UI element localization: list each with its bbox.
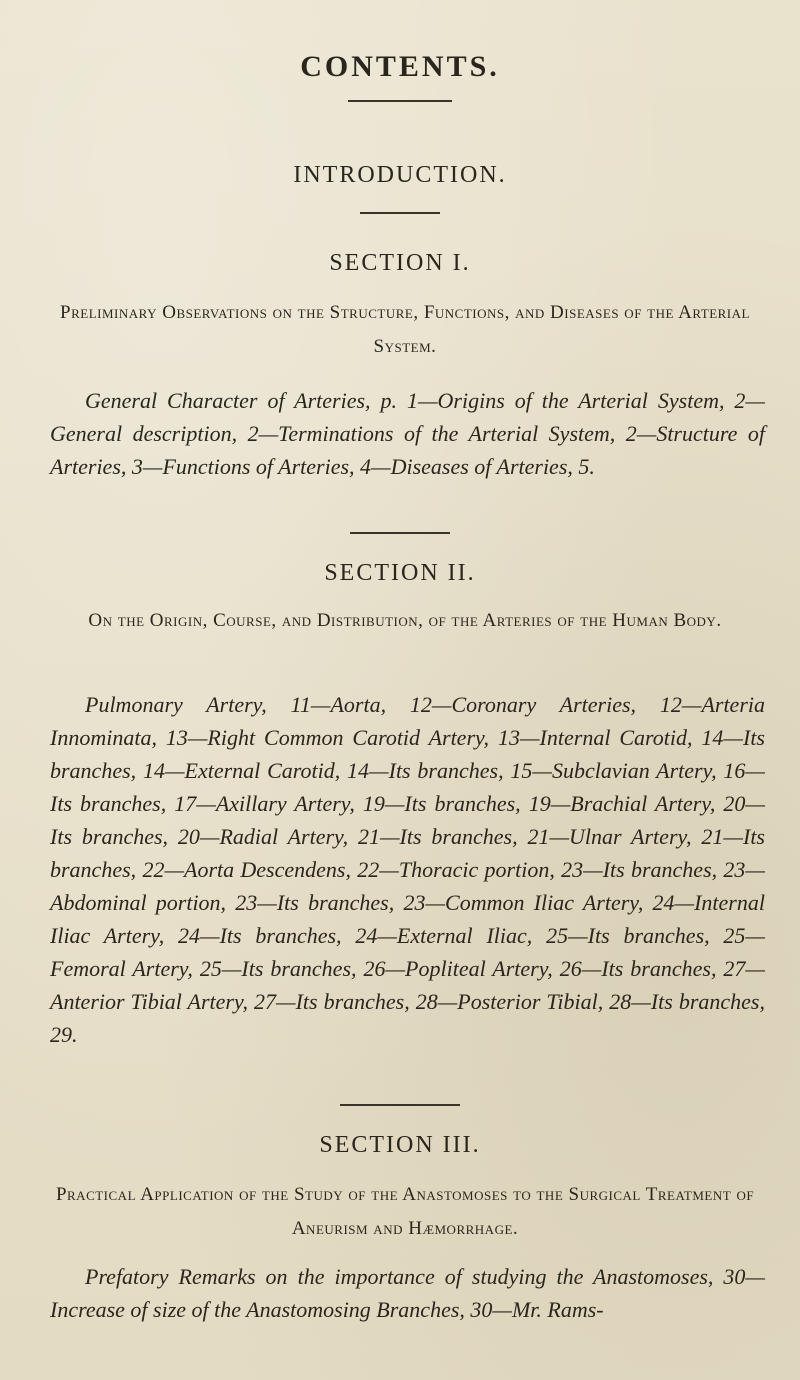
section-1-title: Preliminary Observations on the Structure, Functions, and Diseases of the Arterial System. [60,302,750,357]
title-rule [348,100,452,102]
section-1-body: General Character of Arteries, p. 1—Origins of the Arterial System, 2—General description, 2—Terminations of the Arterial System, 2—Structure of Arteries, 3—Functions of Arteries, 4—Diseases of Arteries, 5. [50,388,765,479]
introduction-heading: INTRODUCTION. [293,162,507,188]
section-1-rule [350,532,450,534]
section-2-heading: SECTION II. [324,560,476,586]
section-3-heading: SECTION III. [319,1132,481,1158]
section-2-title: On the Origin, Course, and Distribution, of the Arteries of the Human Body. [88,610,722,631]
section-1-heading: SECTION I. [329,250,471,276]
section-3-title: Practical Application of the Study of the Anastomoses to the Surgical Treatment of Aneurism and Hæmorrhage. [55,1184,755,1239]
section-2-body: Pulmonary Artery, 11—Aorta, 12—Coronary Arteries, 12—Arteria Innominata, 13—Right Common Carotid Artery, 13—Internal Carotid, 14—Its branches, 14—External Carotid, 14—Its branches, 15—Subclavian Artery, 16—Its branches, 17—Axillary Artery, 19—Its branches, 19—Brachial Artery, 20—Its branches, 20—Radial Artery, 21—Its branches, 21—Ulnar Artery, 21—Its branches, 22—Aorta Descendens, 22—Thoracic portion, 23—Its branches, 23—Abdominal portion, 23—Its branches, 23—Common Iliac Artery, 24—Internal Iliac Artery, 24—Its branches, 24—External Iliac, 25—Its branches, 25—Femoral Artery, 25—Its branches, 26—Popliteal Artery, 26—Its branches, 27—Anterior Tibial Artery, 27—Its branches, 28—Posterior Tibial, 28—Its branches, 29. [50,692,765,1047]
section-2-rule [340,1104,460,1106]
section-3-body: Prefatory Remarks on the importance of studying the Anastomoses, 30—Increase of size of the Anastomosing Branches, 30—Mr. Rams- [50,1264,765,1322]
contents-title: CONTENTS. [300,50,500,83]
introduction-rule [360,212,440,214]
